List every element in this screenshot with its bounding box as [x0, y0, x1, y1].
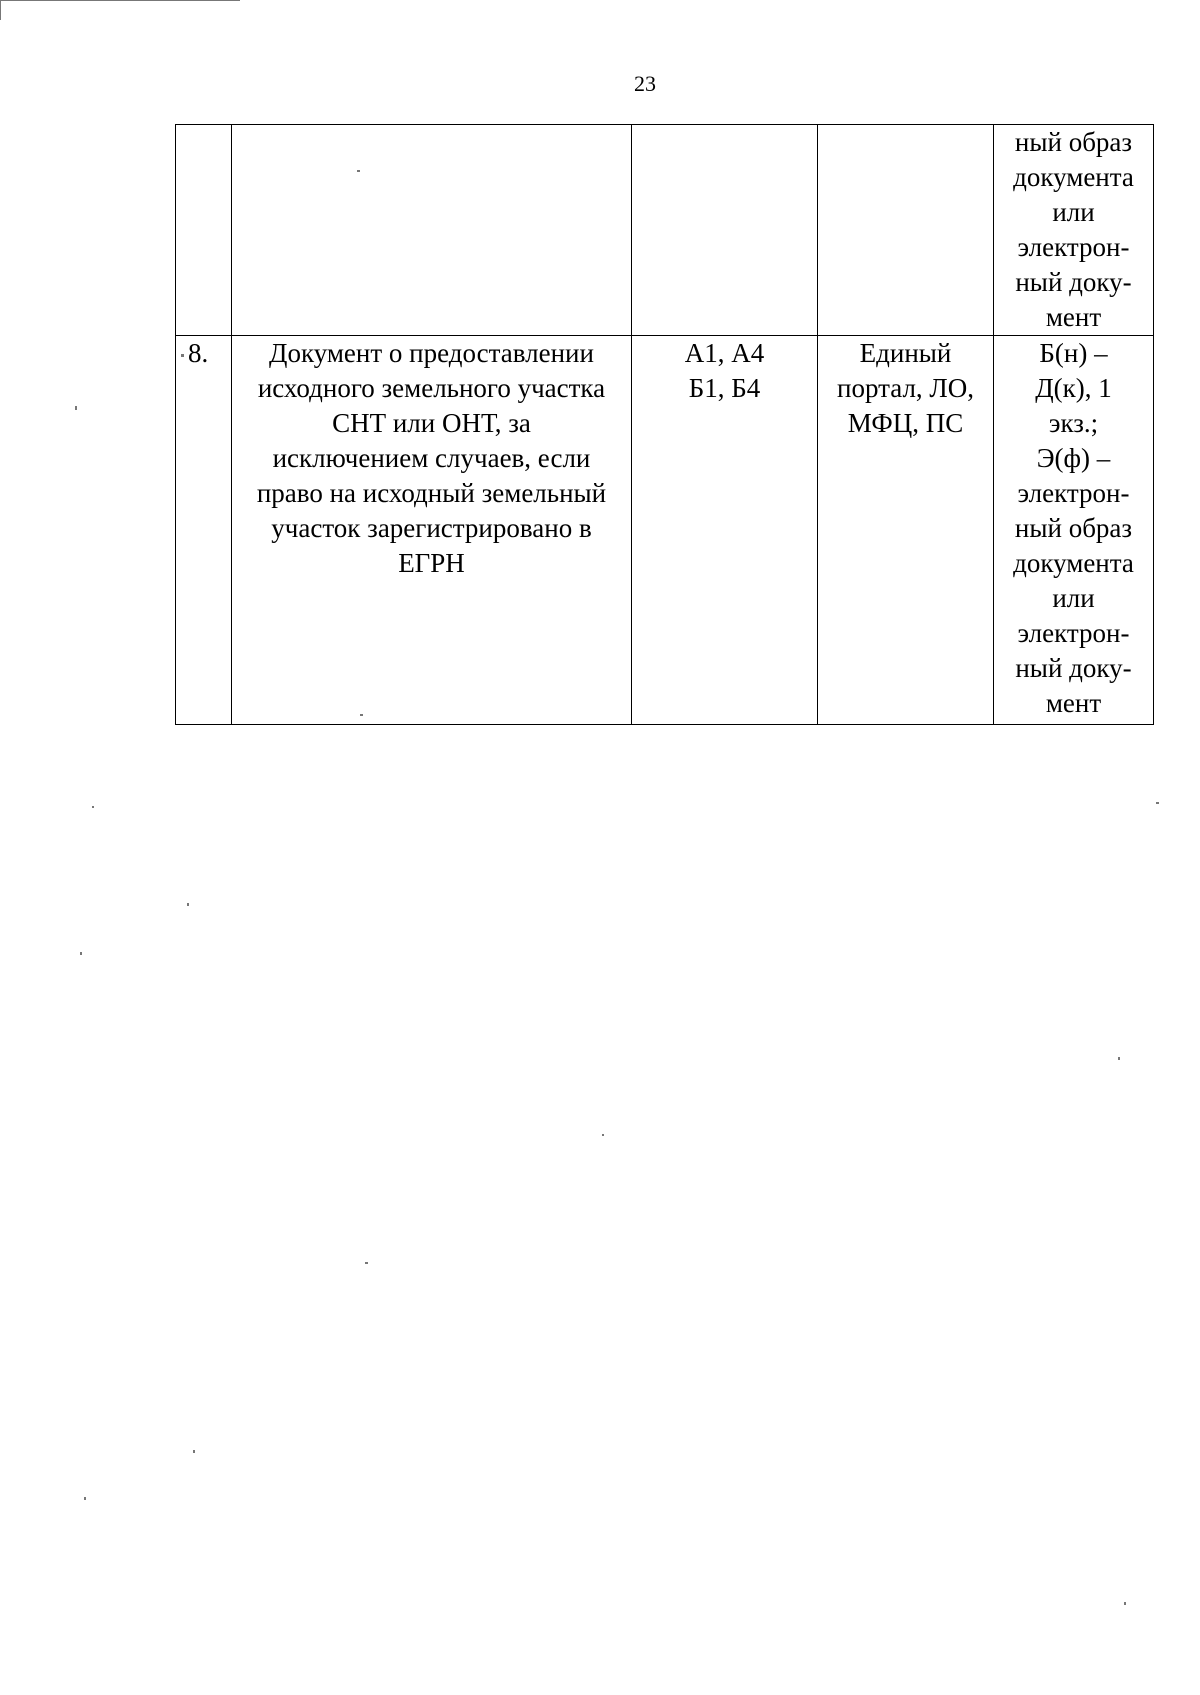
scan-speck [357, 170, 360, 172]
scan-speck [365, 1262, 368, 1264]
scan-speck [602, 1134, 604, 1136]
scan-speck [360, 714, 363, 716]
table-row-8 [176, 336, 1154, 725]
scan-speck [187, 903, 189, 906]
submission-channels-cell [818, 125, 994, 336]
document-forms-cell: Б(н) – Д(к), 1 экз.; Э(ф) – электрон- ный образ документа или электрон- ный доку- мент [994, 336, 1154, 725]
scan-edge-line [0, 0, 240, 1]
applicant-categories-cell [632, 125, 818, 336]
table-row-continuation [176, 125, 1154, 336]
row-number-cell [176, 125, 232, 336]
page-number: 23 [634, 71, 656, 96]
applicant-categories-cell: А1, А4 Б1, Б4 [632, 336, 818, 725]
scan-speck [1124, 1602, 1126, 1605]
document-name-cell: Документ о предоставлении исходного земельного участка СНТ или ОНТ, за исключением случаев, если право на исходный земельный участок зарегистрировано в ЕГРН [232, 336, 632, 725]
document-forms-cell: ный образ документа или электрон- ный доку- мент [994, 125, 1154, 336]
scan-speck [181, 354, 184, 357]
document-name-cell [232, 125, 632, 336]
scan-speck [75, 406, 77, 410]
row-number-cell: 8. [176, 336, 232, 725]
scan-speck [80, 952, 82, 955]
document-table [175, 124, 1154, 725]
scan-speck [1156, 802, 1159, 804]
scan-speck [92, 806, 94, 808]
submission-channels-cell: Единый портал, ЛО, МФЦ, ПС [818, 336, 994, 725]
scan-speck [193, 1450, 195, 1453]
scan-speck [1118, 1057, 1120, 1060]
scan-edge-line [0, 0, 1, 20]
scan-speck [84, 1497, 86, 1500]
